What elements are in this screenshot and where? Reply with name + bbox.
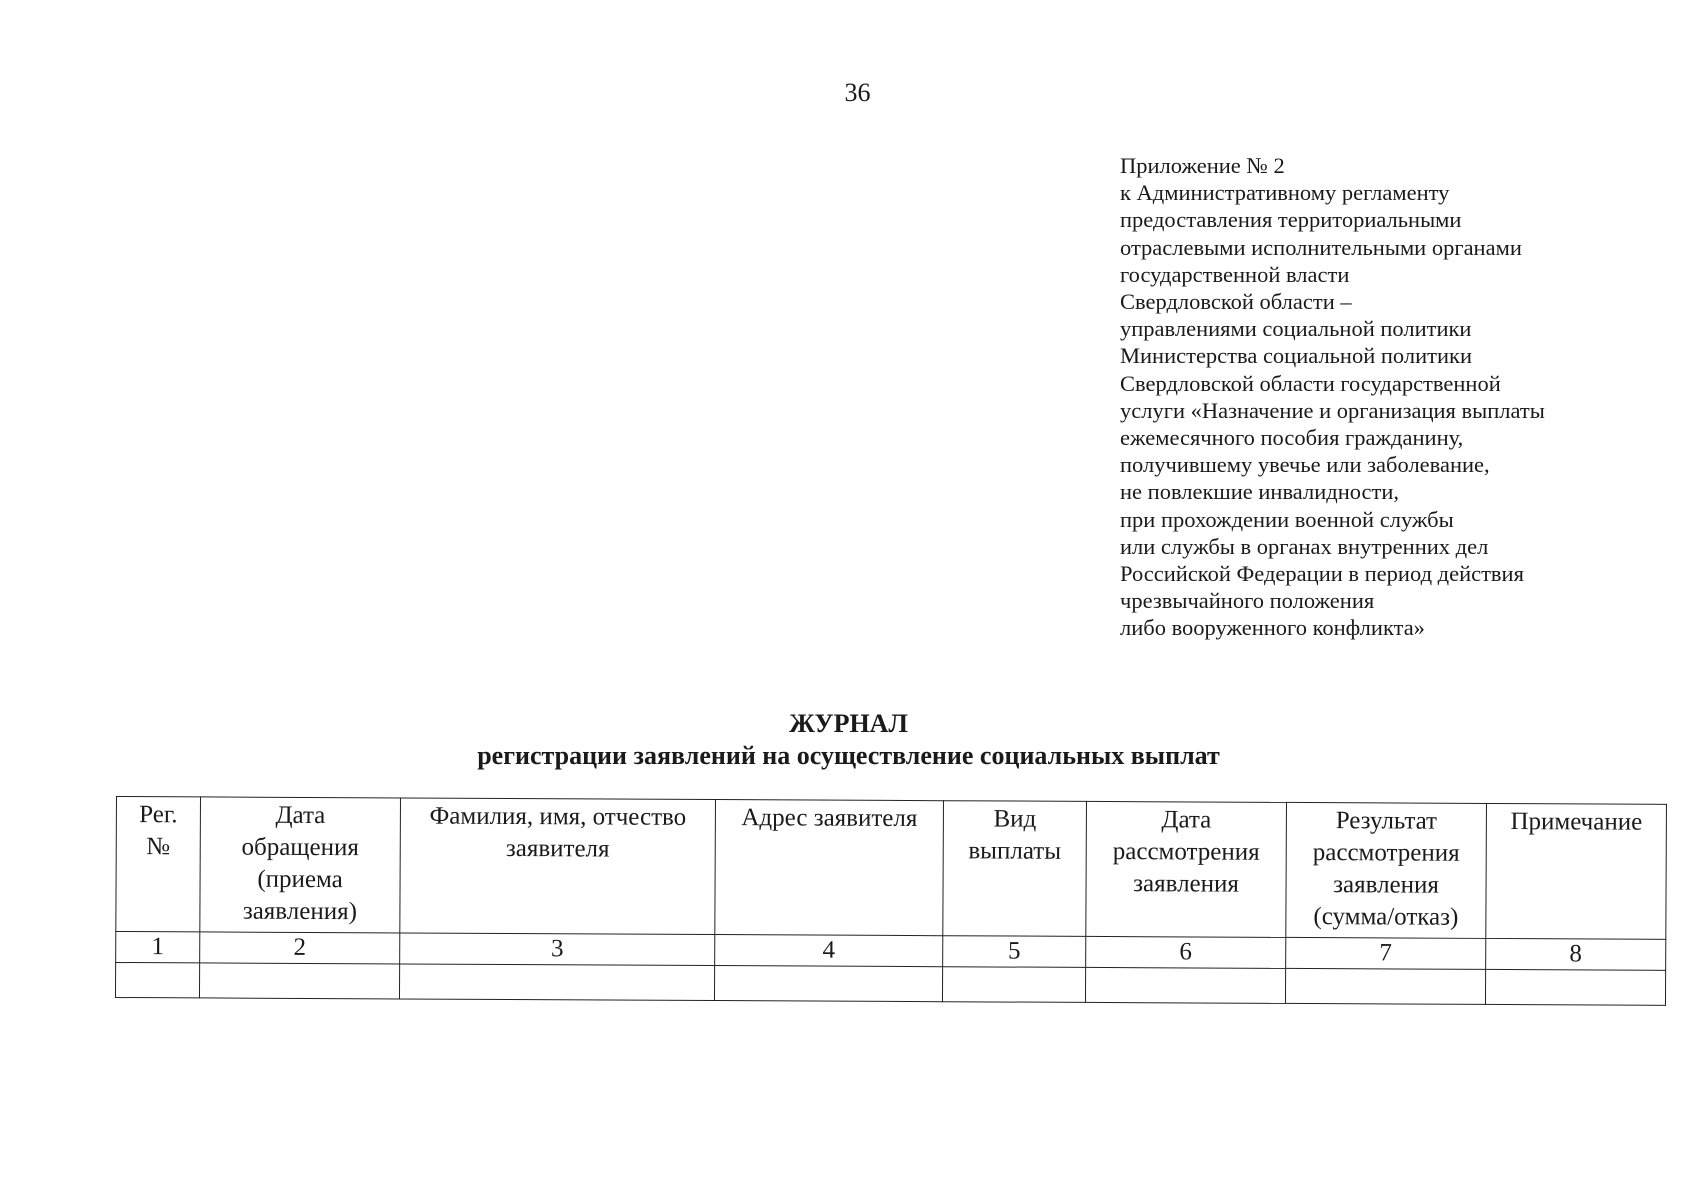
header-line: рассмотрения bbox=[1112, 838, 1260, 866]
column-number: 7 bbox=[1286, 937, 1486, 969]
journal-table bbox=[115, 796, 1667, 1006]
header-line: Вид bbox=[993, 805, 1037, 833]
header-reg-number bbox=[116, 797, 201, 932]
header-request-date bbox=[200, 797, 401, 933]
appendix-line: либо вооруженного конфликта» bbox=[1120, 615, 1425, 641]
appendix-line: чрезвычайного положения bbox=[1120, 588, 1375, 614]
header-applicant-address bbox=[715, 800, 944, 936]
header-line: Фамилия, имя, отчество bbox=[429, 802, 687, 831]
appendix-line: услуги «Назначение и организация выплаты bbox=[1120, 397, 1545, 423]
header-line: заявителя bbox=[505, 834, 610, 863]
header-line: Рег. bbox=[139, 801, 178, 829]
header-review-result bbox=[1286, 802, 1487, 938]
table-row bbox=[115, 963, 1665, 1006]
header-payment-type bbox=[943, 801, 1087, 937]
appendix-block bbox=[1120, 152, 1640, 642]
column-number: 2 bbox=[200, 932, 400, 964]
appendix-line: ежемесячного пособия гражданину, bbox=[1120, 425, 1464, 451]
column-number: 4 bbox=[715, 935, 943, 967]
journal-table-wrap bbox=[115, 796, 1676, 1006]
appendix-line: не повлекшие инвалидности, bbox=[1120, 479, 1400, 505]
appendix-line: Свердловской области – bbox=[1120, 289, 1352, 315]
appendix-line: при прохождении военной службы bbox=[1120, 506, 1454, 532]
header-review-date bbox=[1086, 801, 1287, 937]
journal-subtitle: регистрации заявлений на осуществление социальных выплат bbox=[477, 741, 1220, 770]
appendix-line: или службы в органах внутренних дел bbox=[1120, 533, 1489, 559]
header-applicant-name bbox=[400, 798, 716, 935]
header-line: рассмотрения bbox=[1312, 839, 1460, 867]
journal-title: ЖУРНАЛ bbox=[789, 709, 908, 738]
appendix-line: к Административному регламенту bbox=[1120, 180, 1450, 206]
header-line: Дата bbox=[1161, 806, 1212, 834]
header-line: Результат bbox=[1335, 807, 1438, 835]
table-cell bbox=[942, 967, 1085, 1003]
column-number: 5 bbox=[943, 936, 1086, 968]
page-number: 36 bbox=[844, 78, 871, 107]
header-line: Дата bbox=[275, 801, 326, 830]
header-line: Примечание bbox=[1510, 808, 1643, 836]
table-cell bbox=[199, 963, 399, 999]
header-line: заявления bbox=[1333, 871, 1440, 899]
header-note bbox=[1486, 803, 1667, 939]
table-cell bbox=[1285, 968, 1485, 1004]
table-cell bbox=[714, 966, 942, 1002]
header-line: заявления) bbox=[242, 897, 358, 926]
appendix-line: Министерства социальной политики bbox=[1120, 343, 1473, 369]
header-line: № bbox=[146, 833, 171, 861]
journal-heading bbox=[0, 708, 1697, 772]
header-line: (приема bbox=[257, 865, 343, 894]
appendix-line: Российской Федерации в период действия bbox=[1120, 561, 1524, 587]
header-row bbox=[116, 797, 1667, 940]
column-number: 8 bbox=[1486, 938, 1666, 970]
appendix-line: получившему увечье или заболевание, bbox=[1120, 452, 1490, 478]
appendix-line: государственной власти bbox=[1120, 261, 1350, 287]
header-line: обращения bbox=[241, 833, 360, 862]
appendix-line: Свердловской области государственной bbox=[1120, 370, 1501, 396]
header-line: заявления bbox=[1133, 870, 1240, 898]
column-number: 3 bbox=[400, 933, 715, 966]
appendix-line: управлениями социальной политики bbox=[1120, 316, 1472, 342]
column-number: 6 bbox=[1086, 936, 1286, 968]
appendix-line: предоставления территориальными bbox=[1120, 207, 1462, 233]
appendix-line: отраслевыми исполнительными органами bbox=[1120, 234, 1522, 260]
appendix-line: Приложение № 2 bbox=[1120, 153, 1285, 178]
table-cell bbox=[399, 964, 714, 1001]
table-cell bbox=[1485, 969, 1665, 1005]
table-cell bbox=[1085, 967, 1285, 1003]
header-line: (сумма/отказ) bbox=[1313, 903, 1459, 931]
header-line: выплаты bbox=[968, 837, 1062, 865]
column-number: 1 bbox=[116, 932, 200, 963]
header-line: Адрес заявителя bbox=[741, 804, 918, 833]
table-cell bbox=[115, 963, 199, 998]
